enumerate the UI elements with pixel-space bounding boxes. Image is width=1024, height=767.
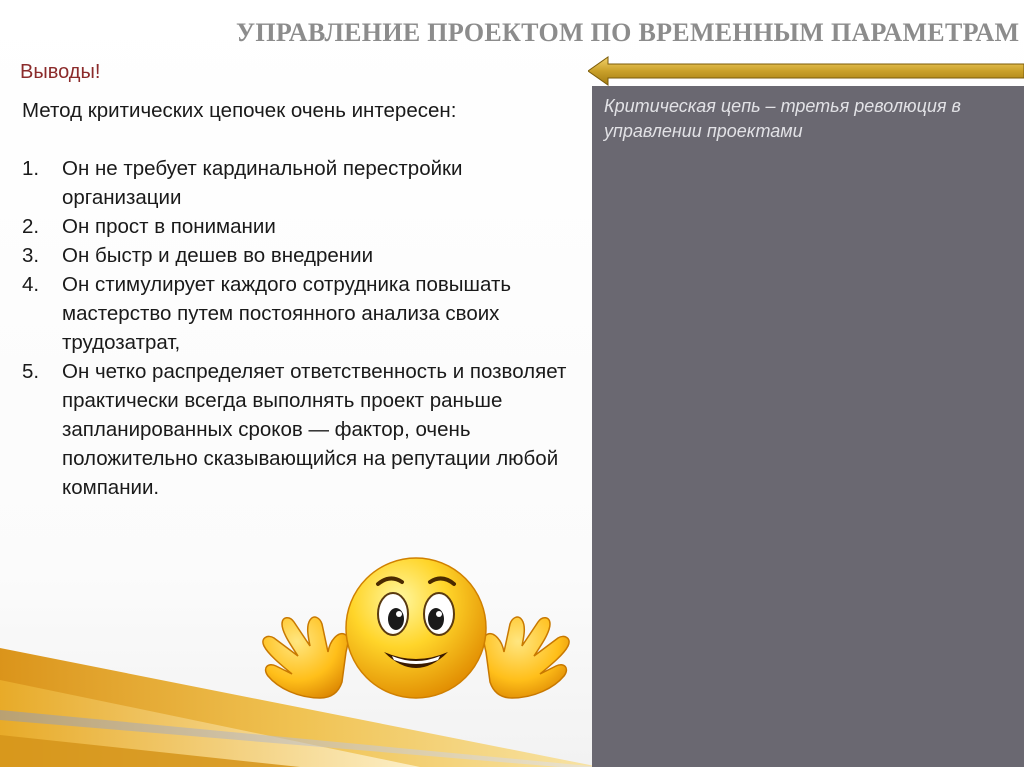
list-number: 5. [22, 360, 40, 383]
slide-title: УПРАВЛЕНИЕ ПРОЕКТОМ ПО ВРЕМЕННЫМ ПАРАМЕТРАМ [236, 18, 1020, 47]
list-item [22, 270, 582, 357]
list-text: Он быстр и дешев во внедрении [62, 244, 374, 267]
side-note: Критическая цепь – третья революция в управлении проектами [604, 96, 961, 141]
list-number: 1. [22, 157, 40, 180]
section-label: Выводы! [20, 61, 101, 83]
list-number: 4. [22, 273, 40, 296]
list-text: Он четко распределяет ответственность и позволяет практически всегда выполнять проект раньше запланированных сроков — фактор, очень положительно сказывающийся на репутации любой компании. [62, 360, 567, 499]
list-number: 3. [22, 244, 40, 267]
list-text: Он не требует кардинальной перестройки организации [62, 157, 463, 209]
list-number: 2. [22, 215, 40, 238]
left-hand-icon [263, 617, 348, 698]
main-content [22, 96, 582, 502]
list-text: Он прост в понимании [62, 215, 276, 238]
left-arrow-icon [588, 56, 1024, 86]
side-panel [592, 86, 1024, 767]
list-item [22, 241, 582, 270]
list-item [22, 154, 582, 212]
list-item [22, 357, 582, 502]
smiley-face-icon [258, 548, 574, 748]
intro-text: Метод критических цепочек очень интересен: [22, 99, 457, 122]
list-item [22, 212, 582, 241]
list-text: Он стимулирует каждого сотрудника повышать мастерство путем постоянного анализа своих трудозатрат, [62, 273, 512, 354]
conclusion-list [22, 154, 582, 502]
right-hand-icon [484, 617, 569, 698]
